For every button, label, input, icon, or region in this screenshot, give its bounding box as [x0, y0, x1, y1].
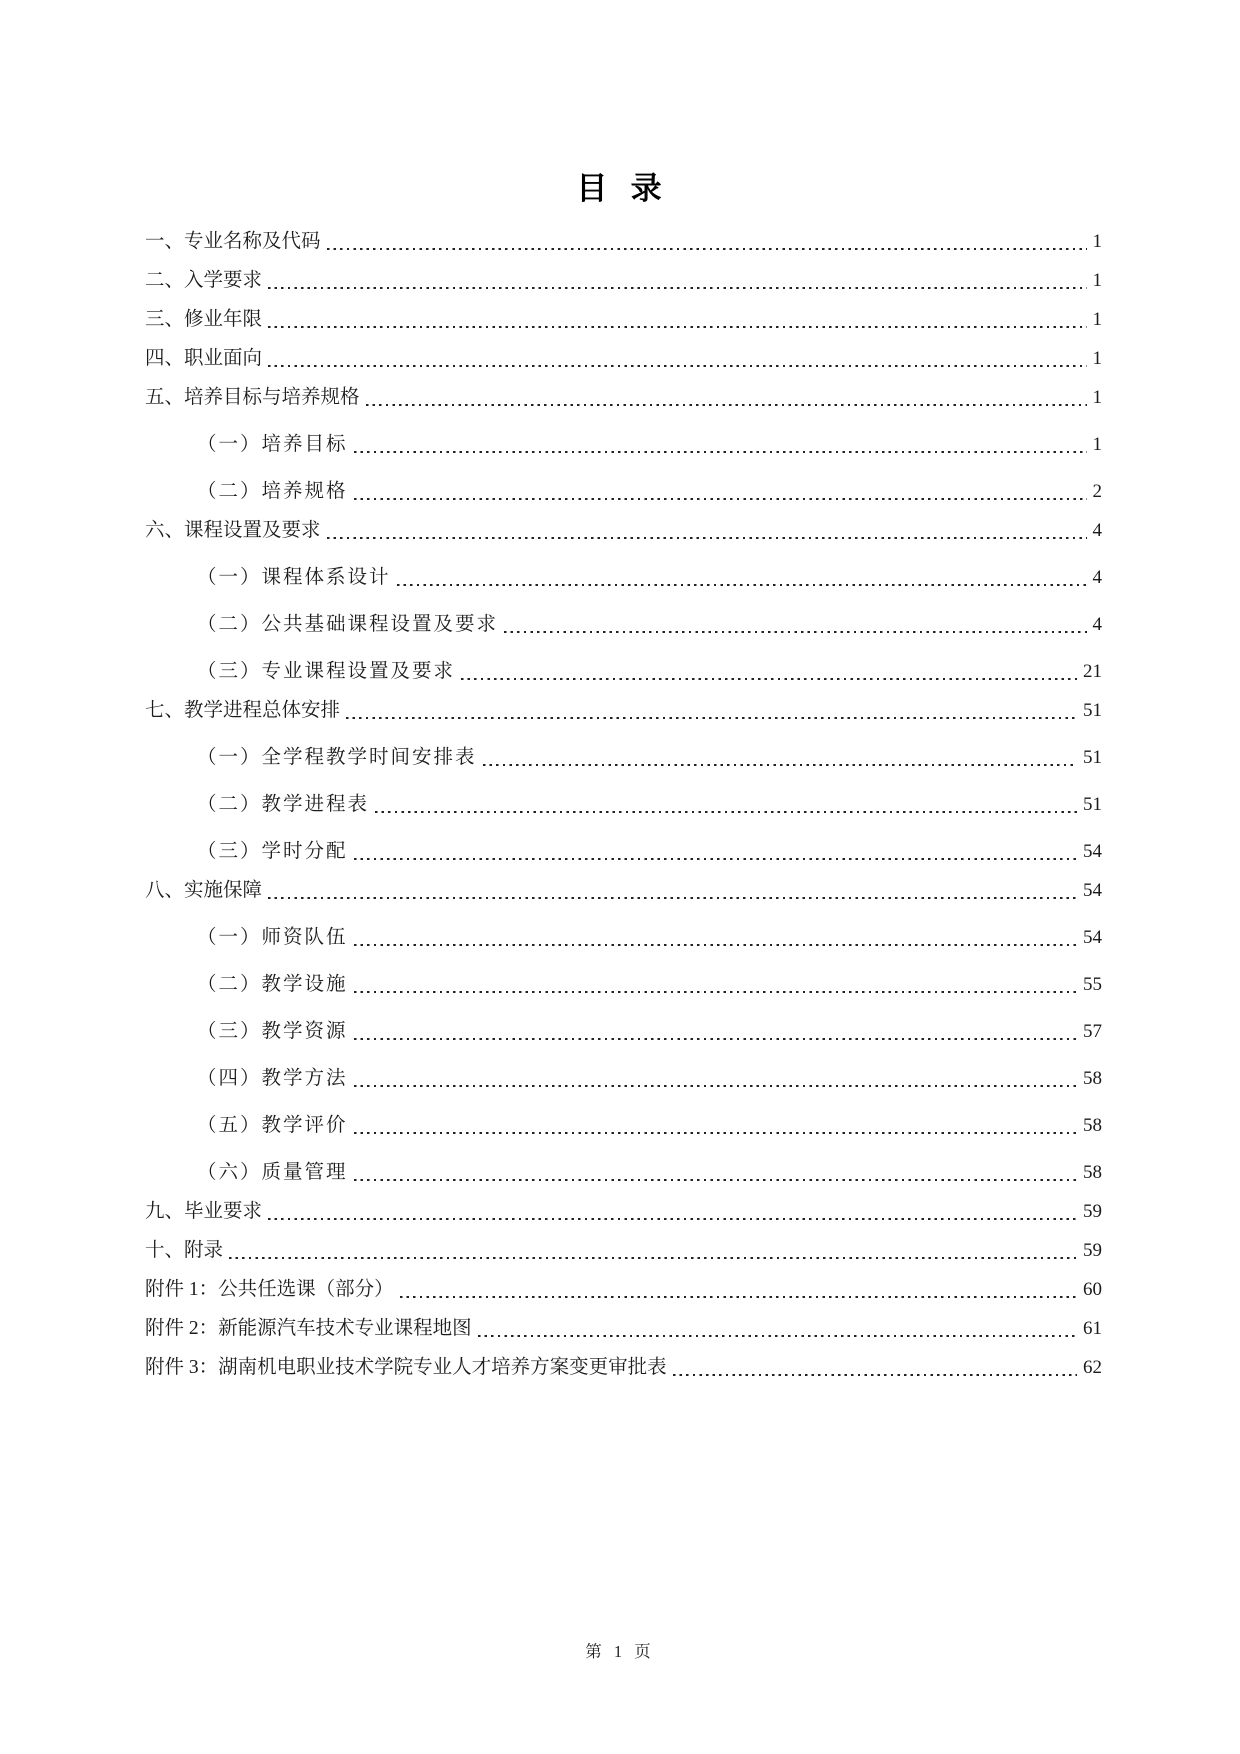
toc-entry-page-number: 21 [1083, 661, 1102, 682]
toc-entry-label: （六）质量管理 [197, 1162, 348, 1183]
toc-entry[interactable] [145, 1067, 1102, 1090]
dot-leader [346, 717, 1077, 719]
toc-entry-label: （二）教学进程表 [197, 794, 370, 815]
toc-entry-page-number: 59 [1083, 1240, 1102, 1261]
toc-entry[interactable] [145, 613, 1102, 636]
toc-entry-page-number: 1 [1092, 434, 1102, 455]
dot-leader [354, 1085, 1077, 1087]
toc-entry-label: 附件 1：公共任选课（部分） [145, 1279, 394, 1300]
toc-entry-page-number: 58 [1083, 1162, 1102, 1183]
toc-entry-page-number: 55 [1083, 974, 1102, 995]
dot-leader [504, 631, 1086, 633]
toc-entry-page-number: 4 [1092, 520, 1102, 541]
toc-entry-label: 一、专业名称及代码 [145, 231, 321, 252]
toc-entry-page-number: 60 [1083, 1279, 1102, 1300]
toc-entry-label: 附件 2：新能源汽车技术专业课程地图 [145, 1318, 472, 1339]
dot-leader [483, 764, 1077, 766]
toc-entry[interactable] [145, 1161, 1102, 1184]
toc-entry-page-number: 1 [1092, 270, 1102, 291]
page-footer: 第 1 页 [585, 1642, 655, 1661]
toc-entry-page-number: 57 [1083, 1021, 1102, 1042]
toc-entry-label: （三）专业课程设置及要求 [197, 661, 456, 682]
toc-entry[interactable] [145, 1356, 1102, 1379]
dot-leader [478, 1335, 1077, 1337]
toc-entry[interactable] [145, 1020, 1102, 1043]
toc-entry[interactable] [145, 926, 1102, 949]
toc-entry-label: 八、实施保障 [145, 880, 263, 901]
toc-entry[interactable] [145, 433, 1102, 456]
toc-entry-label: （二）培养规格 [197, 481, 348, 502]
toc-entry-page-number: 62 [1083, 1357, 1102, 1378]
toc-entry[interactable] [145, 386, 1102, 409]
toc-entry-label: 二、入学要求 [145, 270, 263, 291]
toc-entry-label: （一）全学程教学时间安排表 [197, 747, 477, 768]
toc-entry-label: 三、修业年限 [145, 309, 263, 330]
dot-leader [366, 404, 1087, 406]
toc-entry[interactable] [145, 308, 1102, 331]
toc-entry-label: （四）教学方法 [197, 1068, 348, 1089]
toc-entry-page-number: 4 [1092, 567, 1102, 588]
toc-entry[interactable] [145, 1317, 1102, 1340]
toc-entry[interactable] [145, 566, 1102, 589]
dot-leader [229, 1257, 1077, 1259]
toc-entry[interactable] [145, 1200, 1102, 1223]
dot-leader [268, 365, 1086, 367]
dot-leader [268, 897, 1077, 899]
toc-entry-label: 附件 3：湖南机电职业技术学院专业人才培养方案变更审批表 [145, 1357, 667, 1378]
dot-leader [354, 498, 1087, 500]
dot-leader [327, 248, 1087, 250]
dot-leader [327, 537, 1087, 539]
toc-entry-page-number: 54 [1083, 880, 1102, 901]
toc-entry-page-number: 4 [1092, 614, 1102, 635]
toc-entry-page-number: 59 [1083, 1201, 1102, 1222]
toc-entry[interactable] [145, 840, 1102, 863]
toc-entry[interactable] [145, 699, 1102, 722]
toc-entry-page-number: 1 [1092, 387, 1102, 408]
toc-entry-label: （三）学时分配 [197, 841, 348, 862]
dot-leader [354, 1132, 1077, 1134]
dot-leader [375, 811, 1077, 813]
toc-entry-page-number: 1 [1092, 348, 1102, 369]
toc-entry-page-number: 61 [1083, 1318, 1102, 1339]
toc-entry-label: （一）课程体系设计 [197, 567, 391, 588]
toc-entry-page-number: 2 [1092, 481, 1102, 502]
toc-entry-page-number: 51 [1083, 700, 1102, 721]
toc-entry-label: （一）师资队伍 [197, 927, 348, 948]
toc-entry[interactable] [145, 660, 1102, 683]
toc-entry-label: （三）教学资源 [197, 1021, 348, 1042]
toc-entry[interactable] [145, 519, 1102, 542]
toc-entry[interactable] [145, 746, 1102, 769]
page-title: 目 录 [576, 171, 664, 206]
toc-entry-page-number: 1 [1092, 231, 1102, 252]
dot-leader [354, 858, 1077, 860]
dot-leader [354, 991, 1077, 993]
toc-entry[interactable] [145, 1239, 1102, 1262]
dot-leader [268, 1218, 1077, 1220]
toc-entry-label: 六、课程设置及要求 [145, 520, 321, 541]
toc-entry-page-number: 1 [1092, 309, 1102, 330]
toc-entry[interactable] [145, 269, 1102, 292]
toc-entry[interactable] [145, 793, 1102, 816]
toc-entry-label: （二）公共基础课程设置及要求 [197, 614, 499, 635]
toc-entry-label: 十、附录 [145, 1240, 224, 1261]
toc-list [145, 230, 1102, 1379]
dot-leader [397, 584, 1087, 586]
toc-entry[interactable] [145, 1114, 1102, 1137]
dot-leader [268, 326, 1086, 328]
dot-leader [400, 1296, 1077, 1298]
dot-leader [268, 287, 1086, 289]
toc-entry[interactable] [145, 1278, 1102, 1301]
toc-entry-label: （二）教学设施 [197, 974, 348, 995]
toc-entry-page-number: 51 [1083, 794, 1102, 815]
toc-entry-page-number: 51 [1083, 747, 1102, 768]
toc-entry[interactable] [145, 973, 1102, 996]
toc-entry-label: （一）培养目标 [197, 434, 348, 455]
toc-entry-label: 五、培养目标与培养规格 [145, 387, 360, 408]
toc-entry-page-number: 58 [1083, 1115, 1102, 1136]
toc-entry[interactable] [145, 230, 1102, 253]
toc-entry[interactable] [145, 347, 1102, 370]
toc-entry-page-number: 58 [1083, 1068, 1102, 1089]
dot-leader [354, 1179, 1077, 1181]
dot-leader [461, 678, 1077, 680]
dot-leader [354, 1038, 1077, 1040]
toc-entry-label: 九、毕业要求 [145, 1201, 263, 1222]
toc-entry-page-number: 54 [1083, 927, 1102, 948]
toc-entry-label: 四、职业面向 [145, 348, 263, 369]
dot-leader [673, 1374, 1077, 1376]
dot-leader [354, 944, 1077, 946]
toc-entry-label: （五）教学评价 [197, 1115, 348, 1136]
toc-entry[interactable] [145, 480, 1102, 503]
toc-entry-page-number: 54 [1083, 841, 1102, 862]
dot-leader [354, 451, 1087, 453]
toc-entry[interactable] [145, 879, 1102, 902]
toc-entry-label: 七、教学进程总体安排 [145, 700, 341, 721]
